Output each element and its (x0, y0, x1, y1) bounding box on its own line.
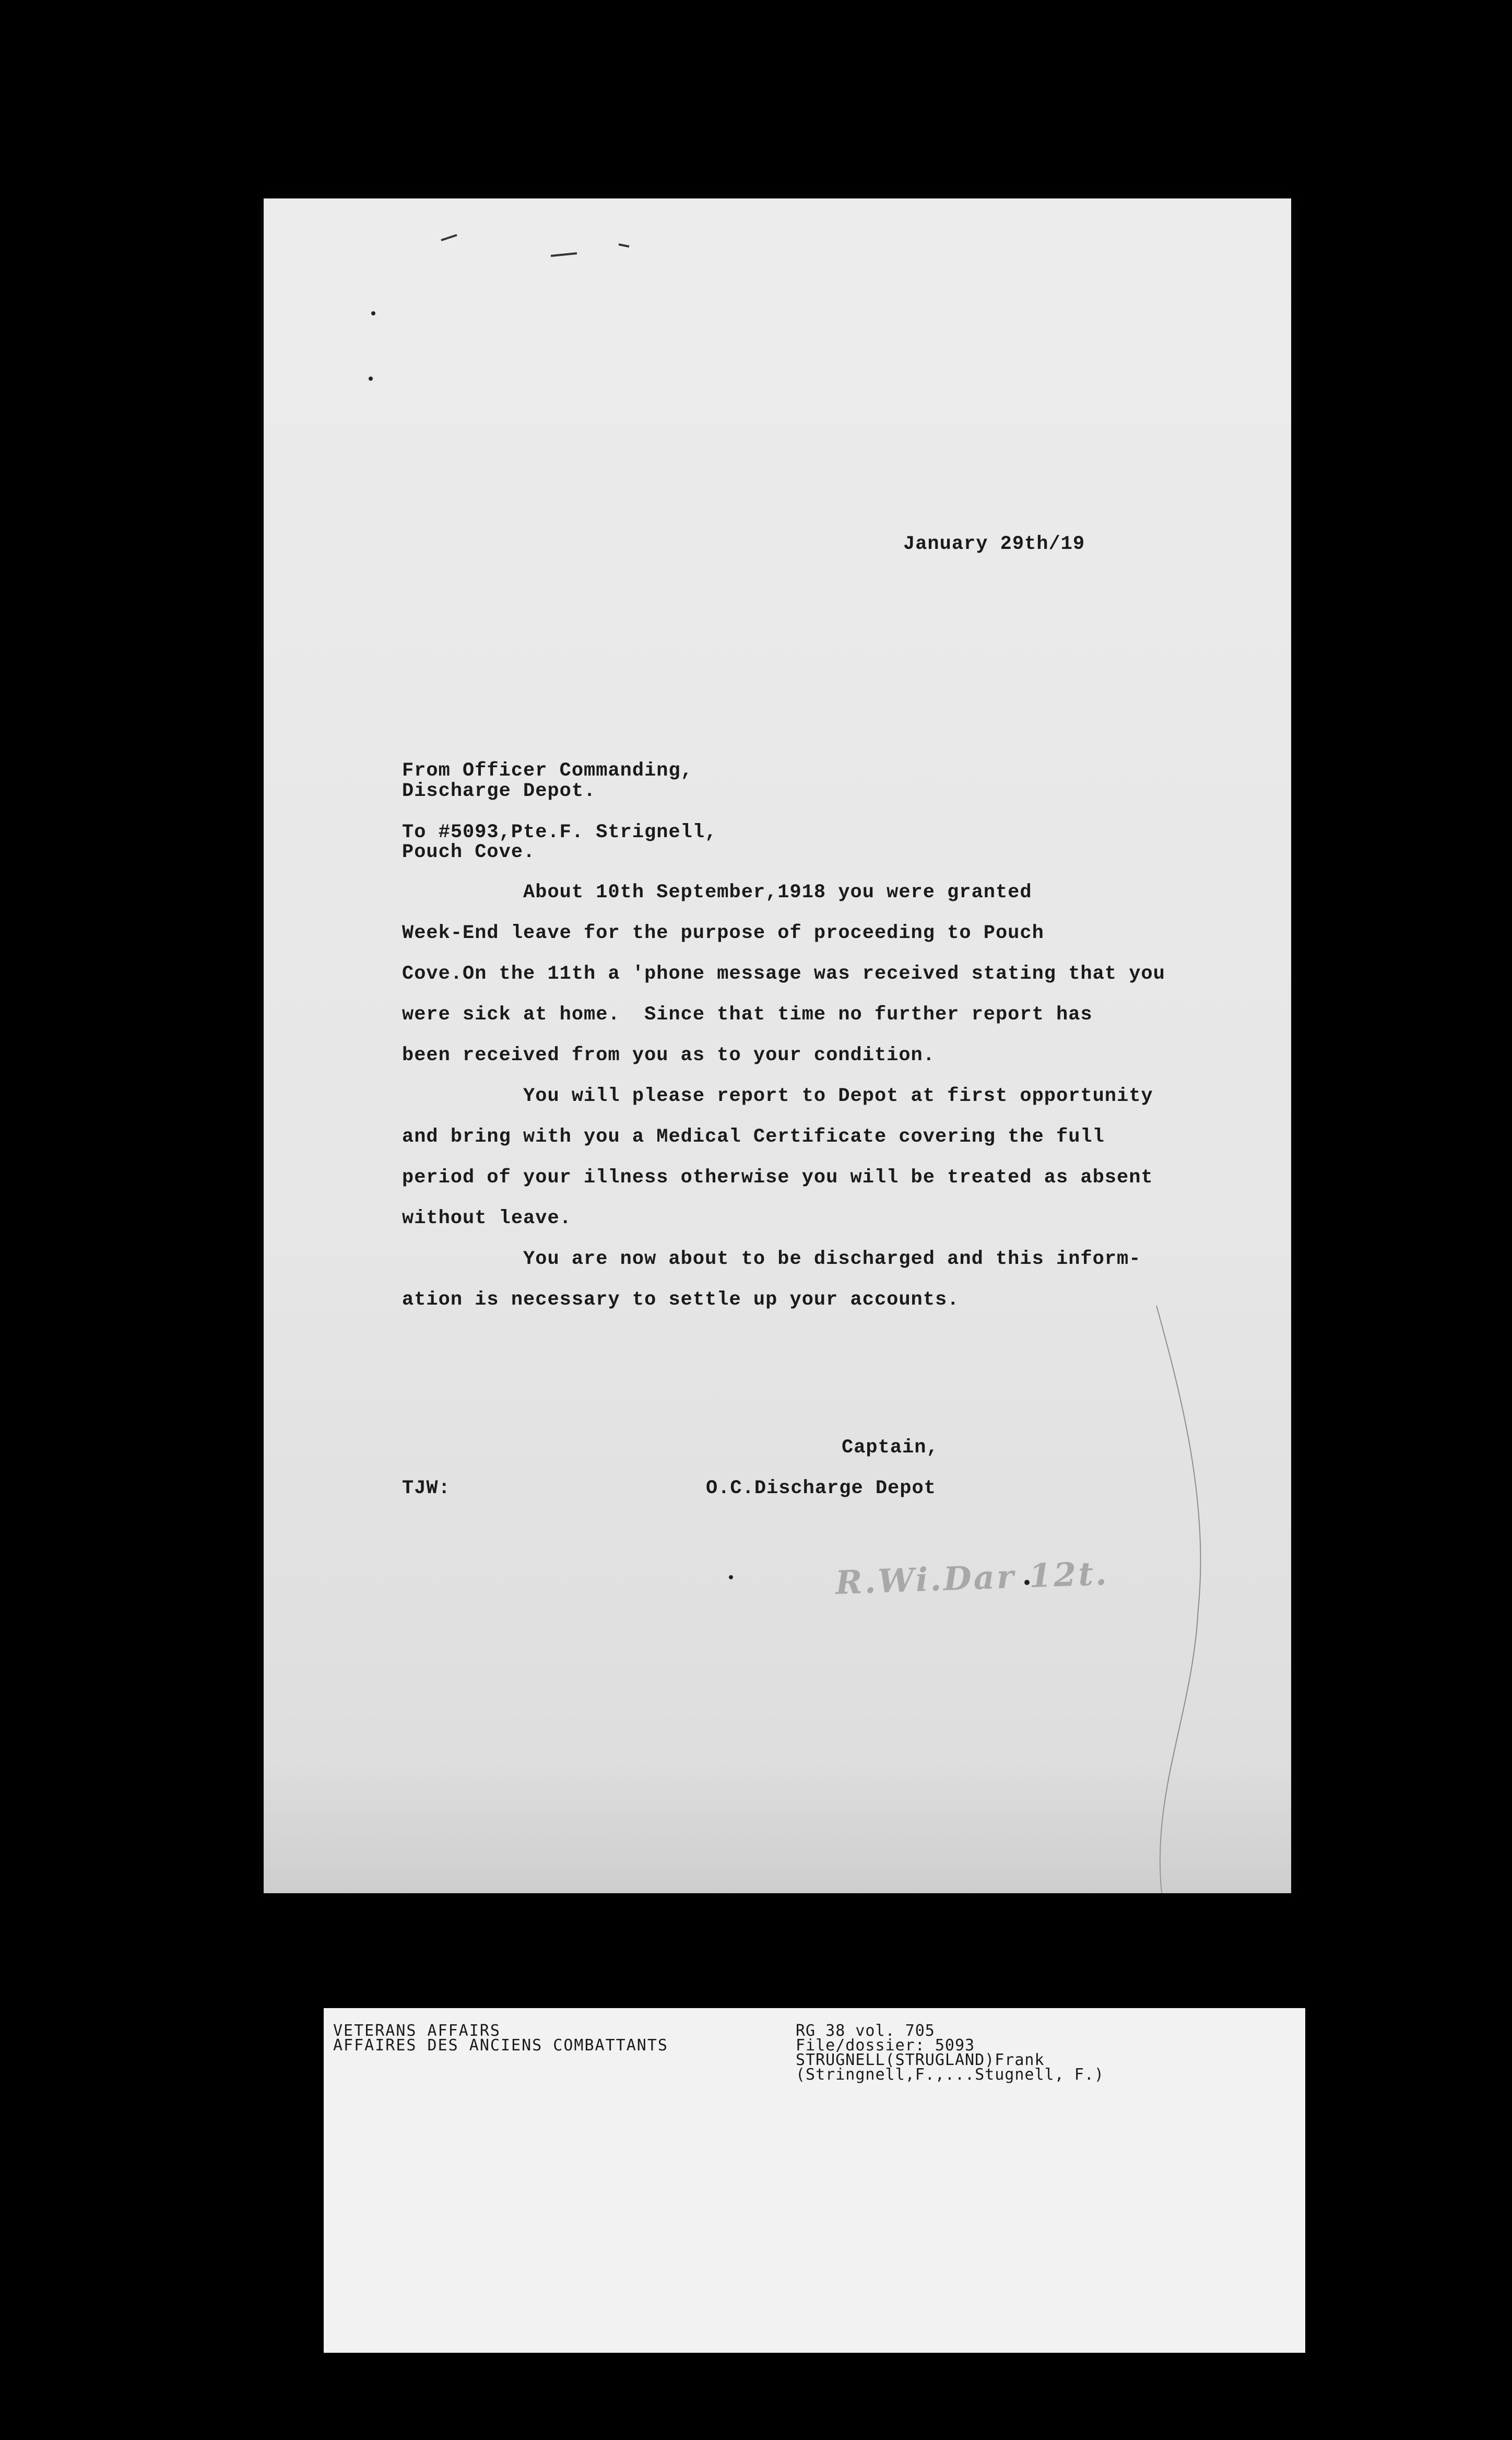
body-line: were sick at home. Since that time no further report has (402, 1004, 1093, 1026)
letter-body (402, 872, 1165, 1320)
label-line: AFFAIRES DES ANCIENS COMBATTANTS (333, 2036, 668, 2055)
body-line: and bring with you a Medical Certificate covering the full (402, 1126, 1105, 1148)
label-line: (Stringnell,F.,...Stugnell, F.) (796, 2066, 1104, 2084)
body-line: You will please report to Depot at first opportunity (402, 1085, 1153, 1107)
label-line: RG 38 vol. 705 (796, 2022, 935, 2040)
letter-date: January 29th/19 (903, 533, 1085, 555)
signature-title: Captain, (842, 1437, 939, 1459)
to-line-1: To #5093,Pte.F. Strignell, (402, 822, 717, 843)
body-line: ation is necessary to settle up your accounts. (402, 1289, 960, 1311)
label-line: STRUGNELL(STRUGLAND)Frank (796, 2051, 1045, 2069)
from-line-1: From Officer Commanding, (402, 760, 693, 782)
archive-label (324, 2008, 1305, 2353)
body-line: period of your illness otherwise you will be treated as absent (402, 1167, 1153, 1189)
body-line: without leave. (402, 1207, 572, 1229)
signature-unit: O.C.Discharge Depot (706, 1477, 936, 1499)
to-line-2: Pouch Cove. (402, 841, 536, 863)
body-line: You are now about to be discharged and this inform- (402, 1248, 1141, 1270)
label-left-block (333, 2024, 668, 2053)
body-line: Cove.On the 11th a 'phone message was received stating that you (402, 963, 1165, 985)
typist-initials: TJW: (402, 1477, 451, 1499)
label-right-block (796, 2024, 1104, 2082)
label-line: VETERANS AFFAIRS (333, 2022, 501, 2040)
label-line: File/dossier: 5093 (796, 2036, 975, 2055)
faded-stamp: R.Wi.Dar 12t. (834, 1554, 1109, 1602)
body-line: been received from you as to your condition. (402, 1045, 935, 1066)
body-line: Week-End leave for the purpose of proceeding to Pouch (402, 922, 1044, 944)
body-line: About 10th September,1918 you were granted (402, 882, 1032, 904)
from-line-2: Discharge Depot. (402, 780, 596, 802)
